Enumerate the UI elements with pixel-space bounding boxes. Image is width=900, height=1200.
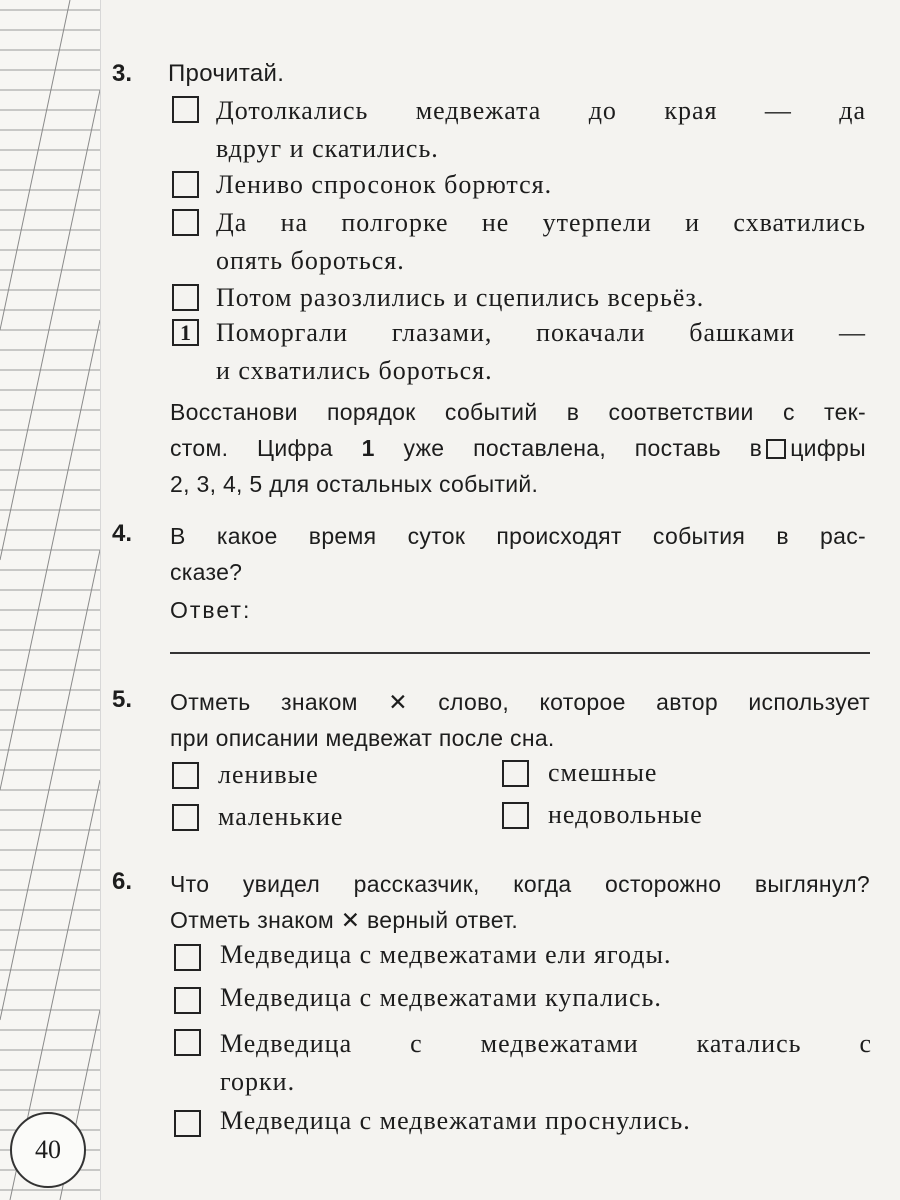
box-symbol <box>766 439 786 459</box>
task-question <box>170 518 866 590</box>
option-label: смешные <box>548 758 658 787</box>
question-line: при описании медвежат после сна. <box>170 725 555 751</box>
answer-option-line: Медведица с медвежатами катались с <box>220 1029 872 1058</box>
option-label: недовольные <box>548 800 703 829</box>
event-text-line: и схватились бороться. <box>216 356 493 385</box>
event-text-line: Поморгали глазами, покачали башками — <box>216 318 866 347</box>
option-label: ленивые <box>218 760 319 789</box>
answer-option: Медведица с медвежатами купались. <box>220 983 662 1012</box>
task-question <box>170 866 870 938</box>
task-question <box>170 684 870 756</box>
task-heading: Прочитай. <box>168 60 285 87</box>
page-number: 40 <box>10 1112 86 1188</box>
answer-input-line[interactable] <box>170 652 870 654</box>
ruled-margin <box>0 0 101 1200</box>
task-number: 5. <box>112 686 133 713</box>
checkbox[interactable] <box>174 944 201 971</box>
task-number: 6. <box>112 868 133 895</box>
instruction-line: Восстанови порядок событий в соответствии с тек- <box>170 399 866 425</box>
task-5 <box>112 684 872 854</box>
question-line: Отметь знаком ✕ слово, которое автор использует <box>170 689 870 715</box>
event-item <box>216 166 552 204</box>
checkbox[interactable] <box>174 987 201 1014</box>
question-line: Что увидел рассказчик, когда осторожно выглянул? <box>170 871 870 897</box>
answer-option: Медведица с медвежатами проснулись. <box>220 1106 691 1135</box>
event-text-line: Дотолкались медвежата до края — да <box>216 96 866 125</box>
task-number: 3. <box>112 60 133 87</box>
order-box[interactable] <box>172 284 199 311</box>
answer-option-line: горки. <box>220 1067 296 1096</box>
question-line: В какое время суток происходят события в рас- <box>170 523 866 549</box>
event-item <box>216 314 866 390</box>
instruction-line <box>170 430 866 466</box>
answer-label: Ответ: <box>170 597 252 623</box>
instruction-text: стом. Цифра <box>170 435 362 461</box>
checkbox[interactable] <box>174 1110 201 1137</box>
order-box[interactable] <box>172 96 199 123</box>
task-6 <box>112 866 872 1146</box>
task-number: 4. <box>112 520 133 547</box>
order-box[interactable] <box>172 209 199 236</box>
event-text-line: Лениво спросонок борются. <box>216 170 553 199</box>
order-box-filled[interactable]: 1 <box>172 319 199 346</box>
checkbox[interactable] <box>172 762 199 789</box>
event-text-line: Да на полгорке не утерпели и схватились <box>216 208 866 237</box>
question-line: Отметь знаком ✕ верный ответ. <box>170 907 519 933</box>
event-item <box>216 279 704 317</box>
instruction-line: 2, 3, 4, 5 для остальных событий. <box>170 471 539 497</box>
question-line: сказе? <box>170 559 243 585</box>
checkbox[interactable] <box>172 804 199 831</box>
task-4 <box>112 518 872 658</box>
event-text-line: опять бороться. <box>216 246 405 275</box>
answer-option <box>220 1025 872 1101</box>
ruled-lines-graphic <box>0 0 100 1200</box>
checkbox[interactable] <box>502 802 529 829</box>
answer-option: Медведица с медвежатами ели ягоды. <box>220 940 672 969</box>
task-instruction <box>170 394 866 502</box>
task-3 <box>112 58 872 498</box>
option-label: маленькие <box>218 802 344 831</box>
instruction-digit: 1 <box>361 435 375 461</box>
event-text-line: вдруг и скатились. <box>216 134 439 163</box>
order-box[interactable] <box>172 171 199 198</box>
checkbox[interactable] <box>174 1029 201 1056</box>
checkbox[interactable] <box>502 760 529 787</box>
event-item <box>216 92 866 168</box>
instruction-text: цифры <box>790 435 866 461</box>
event-item <box>216 204 866 280</box>
event-text-line: Потом разозлились и сцепились всерьёз. <box>216 283 705 312</box>
instruction-text: уже поставлена, поставь в <box>374 435 763 461</box>
